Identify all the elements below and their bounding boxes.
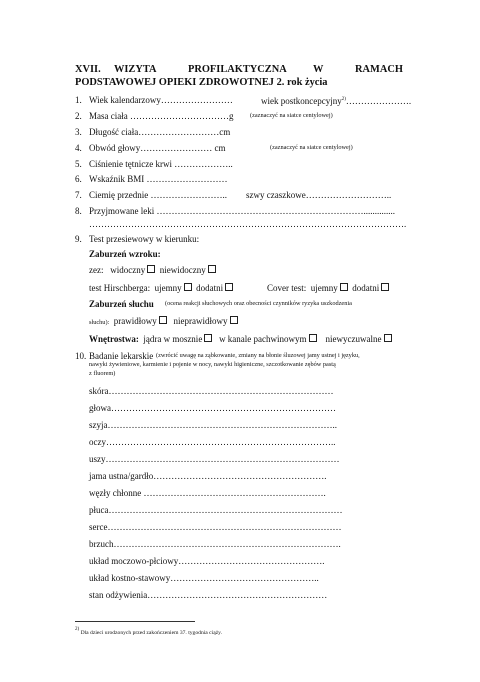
cryptorchidism-row [89,333,392,345]
medications-field[interactable]: Przyjmowane leki …………………………………………………………….............. [89,206,395,216]
exam-row-eyes[interactable]: oczy………………………………………………………………….. [89,437,336,447]
exam-row-lungs[interactable]: płuca…………………………………………………………………… [89,505,343,515]
exam-row-nutrition[interactable]: stan odżywienia…………………………………………………… [89,590,328,600]
footnote-text: Dla dzieci urodzonych przed zakończeniem 37. tygodnia ciąży. [80,630,223,636]
strabismus-row [89,264,216,276]
item-number: 8. [75,206,82,216]
checkbox[interactable] [230,316,238,324]
item-number: 5. [75,159,82,169]
checkbox[interactable] [147,265,155,273]
title-word-4: W [313,64,324,75]
hearing-option-normal: prawidłowy [113,316,157,326]
testes-option-impalpable: niewyczuwalne [325,334,382,344]
postconc-label: wiek postkoncepcyjny [261,96,342,106]
bmi-field[interactable]: Wskaźnik BMI ……………………… [89,174,228,184]
hearing-note: (ocena reakcji słuchowych oraz obecności czynników ryzyka uszkodzenia [165,300,352,307]
vision-heading: Zaburzeń wzroku: [89,249,161,259]
item-number: 1. [75,95,82,105]
cover-option-positive: dodatni [352,283,380,293]
hearing-row [89,315,238,327]
exam-row-skin[interactable]: skóra………………………………………………………………… [89,386,334,396]
checkbox[interactable] [159,316,167,324]
item-number: 4. [75,143,82,153]
item-number: 3. [75,127,82,137]
title-line-2: PODSTAWOWEJ OPIEKI ZDROWOTNEJ 2. rok życia [75,77,328,88]
strabismus-option-visible: widoczny [110,265,146,275]
checkbox[interactable] [384,334,392,342]
testes-option-scrotum: jądra w mosznie [143,334,203,344]
exam-row-head[interactable]: głowa………………………………………………………………… [89,403,336,413]
age-field[interactable]: Wiek kalendarzowy…………………… [89,95,233,105]
item-number: 9. [75,234,82,244]
item-number: 2. [75,111,82,121]
title-word-5: RAMACH [355,64,403,75]
hirschberg-option-negative: ujemny [154,283,182,293]
checkbox[interactable] [225,283,233,291]
fontanel-field[interactable]: Ciemię przednie …………………….. [89,190,227,200]
item-number: 10. [75,351,87,361]
hirschberg-label: test Hirschberga: [89,283,151,293]
exam-row-heart[interactable]: serce…………………………………………………………………… [89,522,342,532]
head-circumference-field[interactable]: Obwód głowy…………………… cm [89,143,226,153]
cover-test-row [267,282,389,294]
strabismus-label: zez: [89,265,104,275]
footnote [75,626,222,637]
hirschberg-row [89,282,233,294]
exam-row-neck[interactable]: szyja………………………………………………………………….. [89,420,337,430]
checkbox[interactable] [184,283,192,291]
testes-option-inguinal: w kanale pachwinowym [219,334,307,344]
title-word-3: PROFILAKTYCZNA [188,64,287,75]
cover-test-label: Cover test: [267,283,307,293]
exam-note: (zwrócić uwagę na ząbkowanie, zmiany na błonie śluzowej jamy ustnej i języku, [156,352,360,359]
hearing-heading: Zaburzeń słuchu [89,299,154,309]
checkbox[interactable] [208,265,216,273]
checkbox[interactable] [309,334,317,342]
length-field[interactable]: Długość ciała………………………cm [89,127,231,137]
footnote-marker: 2) [341,97,346,102]
item-number: 7. [75,190,82,200]
centile-note: (zaznaczyć na siatce centylowej) [250,112,333,119]
exam-note: z fluorem) [89,370,116,377]
hirschberg-option-positive: dodatni [196,283,224,293]
exam-row-mouth-throat[interactable]: jama ustna/gardło…………………………………………………. [89,471,327,481]
cover-option-negative: ujemny [310,283,338,293]
title-word-2: WIZYTA [114,64,157,75]
checkbox[interactable] [204,334,212,342]
exam-label: Badanie lekarskie [89,351,154,361]
cranial-sutures-field[interactable]: szwy czaszkowe……………………….. [246,190,392,200]
mass-field[interactable]: Masa ciała ……………………………g [89,111,234,121]
exam-row-lymph-nodes[interactable]: węzły chłonne ……………………………………………………. [89,488,326,498]
exam-row-ears[interactable]: uszy…………………………………………………………………… [89,454,340,464]
checkbox[interactable] [340,283,348,291]
exam-row-musculoskeletal[interactable]: układ kostno-stawowy………………………………………….. [89,573,319,583]
medications-field-continued[interactable]: ……………………………………………………………………………………………. [89,219,407,229]
exam-row-abdomen[interactable]: brzuch…………………………………………………………………. [89,539,341,549]
footnote-marker: 2) [75,627,80,632]
exam-note: nawyki żywieniowe, karmienie i pojenie w nocy, nawyki higieniczne, szczotkowanie zębów pastą [89,361,336,368]
checkbox[interactable] [381,283,389,291]
exam-row-urogenital[interactable]: układ moczowo-płciowy…………………………………………. [89,556,325,566]
postconceptional-age-field[interactable] [261,94,411,107]
footnote-separator [75,621,195,622]
screening-label: Test przesiewowy w kierunku: [89,234,200,244]
hearing-option-abnormal: nieprawidłowy [173,316,228,326]
blood-pressure-field[interactable]: Ciśnienie tętnicze krwi ……………….. [89,159,233,169]
strabismus-option-invisible: niewidoczny [159,265,206,275]
item-number: 6. [75,174,82,184]
title-word-1: XVII. [75,64,101,75]
postconc-dots: …………………. [345,96,412,106]
cryptorchidism-heading: Wnętrostwa: [89,334,139,344]
centile-note: (zaznaczyć na siatce centylowej) [270,144,353,151]
hearing-note-continued: słuchu): [89,319,110,326]
